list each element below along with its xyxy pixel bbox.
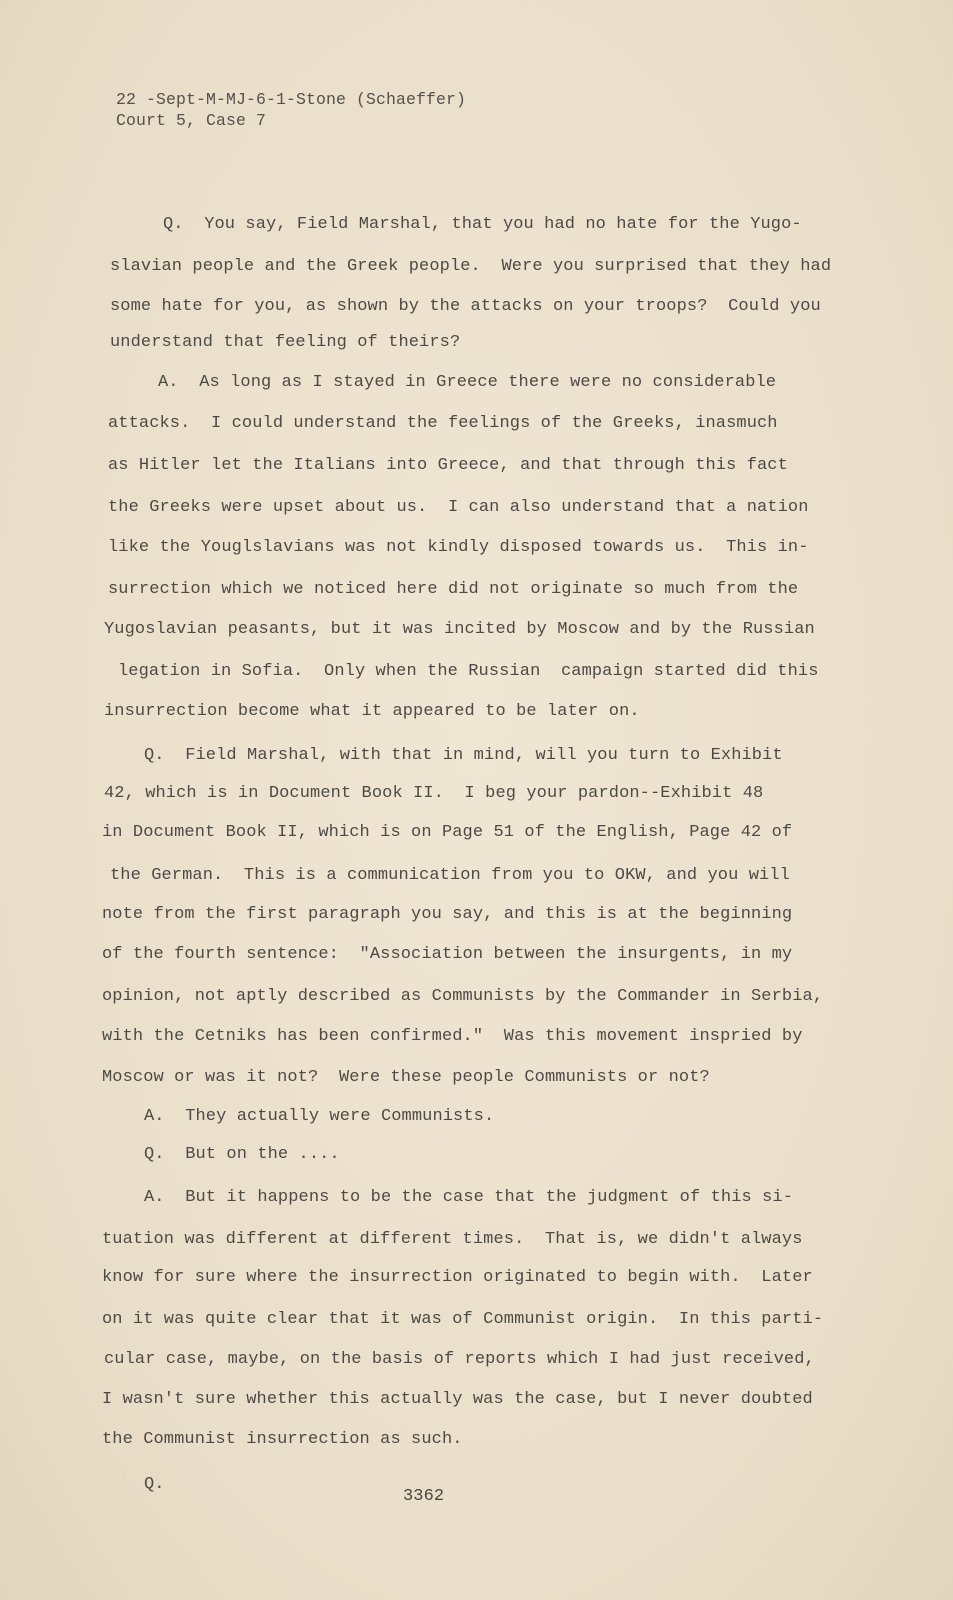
text-line: surrection which we noticed here did not originate so much from the: [108, 580, 799, 599]
page-number: 3362: [403, 1487, 445, 1506]
text-line: slavian people and the Greek people. Were you surprised that they had: [110, 257, 832, 276]
text-line: the Communist insurrection as such.: [102, 1430, 463, 1449]
text-line: Moscow or was it not? Were these people Communists or not?: [102, 1068, 710, 1087]
text-line: cular case, maybe, on the basis of reports which I had just received,: [104, 1350, 815, 1369]
text-line: note from the first paragraph you say, and this is at the beginning: [102, 905, 793, 924]
text-line: A. As long as I stayed in Greece there were no considerable: [158, 373, 777, 392]
text-line: with the Cetniks has been confirmed." Was this movement inspried by: [102, 1027, 803, 1046]
text-line: opinion, not aptly described as Communists by the Commander in Serbia,: [102, 987, 824, 1006]
text-line: I wasn't sure whether this actually was the case, but I never doubted: [102, 1390, 813, 1409]
text-line: Q. But on the ....: [144, 1145, 340, 1164]
text-line: legation in Sofia. Only when the Russian campaign started did this: [118, 662, 819, 681]
header-line-2: Court 5, Case 7: [116, 111, 267, 130]
text-line: understand that feeling of theirs?: [110, 333, 461, 352]
text-line: as Hitler let the Italians into Greece, and that through this fact: [108, 456, 788, 475]
text-line: like the Youglslavians was not kindly disposed towards us. This in-: [108, 538, 809, 557]
text-line: Q. Field Marshal, with that in mind, will you turn to Exhibit: [144, 746, 783, 765]
text-line: in Document Book II, which is on Page 51 of the English, Page 42 of: [102, 823, 793, 842]
text-line: A. But it happens to be the case that the judgment of this si-: [144, 1188, 794, 1207]
text-line: know for sure where the insurrection originated to begin with. Later: [102, 1268, 813, 1287]
header-line-1: 22 -Sept-M-MJ-6-1-Stone (Schaeffer): [116, 90, 467, 109]
text-line: 42, which is in Document Book II. I beg your pardon--Exhibit 48: [104, 784, 764, 803]
text-line: attacks. I could understand the feelings of the Greeks, inasmuch: [108, 414, 778, 433]
text-line: the German. This is a communication from you to OKW, and you will: [110, 866, 790, 885]
text-line: on it was quite clear that it was of Communist origin. In this parti-: [102, 1310, 824, 1329]
text-line: Q. You say, Field Marshal, that you had no hate for the Yugo-: [163, 215, 802, 234]
text-line: Q.: [144, 1475, 165, 1494]
text-line: the Greeks were upset about us. I can also understand that a nation: [108, 498, 809, 517]
text-line: of the fourth sentence: "Association between the insurgents, in my: [102, 945, 793, 964]
text-line: tuation was different at different times. That is, we didn't always: [102, 1230, 803, 1249]
text-line: some hate for you, as shown by the attacks on your troops? Could you: [110, 297, 821, 316]
text-line: insurrection become what it appeared to be later on.: [104, 702, 640, 721]
text-line: Yugoslavian peasants, but it was incited by Moscow and by the Russian: [104, 620, 815, 639]
text-line: A. They actually were Communists.: [144, 1107, 495, 1126]
